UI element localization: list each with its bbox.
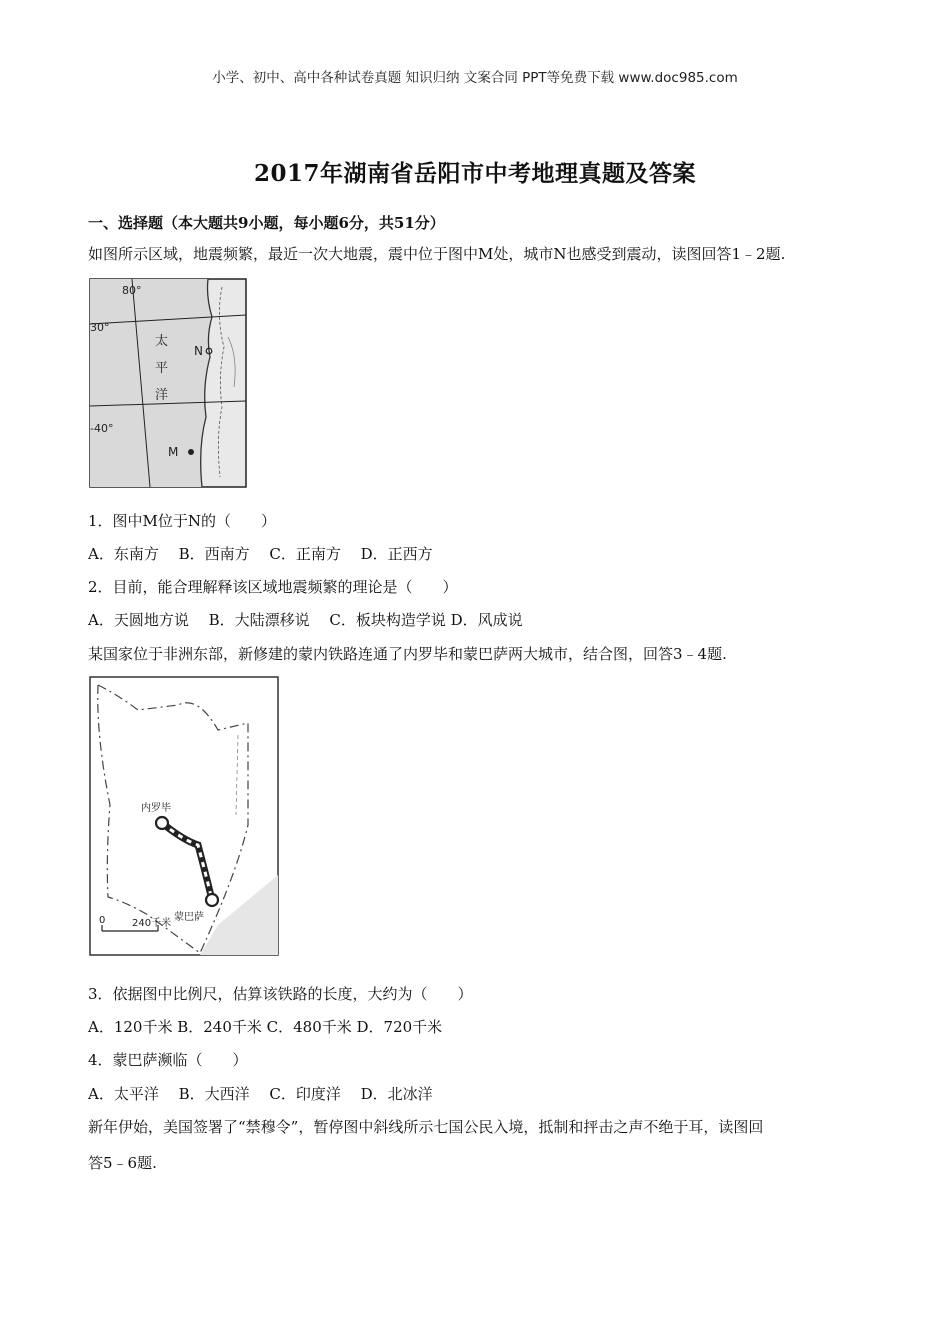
intro-question-1-2: 如图所示区域，地震频繁，最近一次大地震，震中位于图中M处，城市N也感受到震动，读图回答1﹣2题.	[88, 245, 786, 263]
page-header: 小学、初中、高中各种试卷真题 知识归纳 文案合同 PPT等免费下载 www.doc985.com	[212, 70, 738, 86]
page-title: 2017年湖南省岳阳市中考地理真题及答案	[253, 160, 696, 187]
latitude-40-label: -40°	[90, 422, 114, 435]
map-chile-coast	[88, 277, 248, 493]
ocean-label-char-1: 太	[155, 334, 169, 349]
question-1-options: A．东南方 B．西南方 C．正南方 D．正西方	[88, 545, 433, 563]
map-kenya-railway	[88, 675, 280, 961]
nairobi-marker	[156, 817, 168, 829]
ocean-label-char-3: 洋	[155, 388, 169, 403]
question-3: 3．依据图中比例尺，估算该铁路的长度，大约为（ ）	[88, 985, 473, 1003]
intro-question-5-6-line-2: 答5﹣6题.	[88, 1154, 157, 1172]
question-2: 2．目前，能合理解释该区域地震频繁的理论是（ ）	[88, 578, 458, 596]
nairobi-label: 内罗毕	[141, 803, 171, 814]
point-m-marker	[188, 449, 194, 455]
ocean-label-char-2: 平	[155, 361, 169, 376]
scale-zero-label: 0	[99, 915, 106, 926]
mombasa-marker	[206, 894, 218, 906]
point-n-label: N	[194, 344, 203, 358]
longitude-label: 80°	[122, 284, 142, 297]
question-3-options: A．120千米 B．240千米 C．480千米 D．720千米	[88, 1018, 443, 1036]
question-2-options: A．天圆地方说 B．大陆漂移说 C．板块构造学说 D．风成说	[88, 611, 523, 629]
intro-question-3-4: 某国家位于非洲东部，新修建的蒙内铁路连通了内罗毕和蒙巴萨两大城市，结合图，回答3﹣4题.	[88, 645, 727, 663]
question-1: 1．图中M位于N的（ ）	[88, 512, 277, 530]
question-4: 4．蒙巴萨濒临（ ）	[88, 1051, 248, 1069]
mombasa-label: 蒙巴萨	[174, 912, 204, 923]
intro-question-5-6-line-1: 新年伊始，美国签署了“禁穆令”，暂停图中斜线所示七国公民入境，抵制和抨击之声不绝于耳，读图回	[88, 1118, 764, 1136]
point-m-label: M	[168, 445, 179, 459]
latitude-30-label: 30°	[90, 321, 110, 334]
question-4-options: A．太平洋 B．大西洋 C．印度洋 D．北冰洋	[88, 1085, 433, 1103]
section-heading: 一、选择题（本大题共9小题，每小题6分，共51分）	[88, 214, 445, 232]
scale-distance-label: 240千米	[132, 918, 172, 929]
